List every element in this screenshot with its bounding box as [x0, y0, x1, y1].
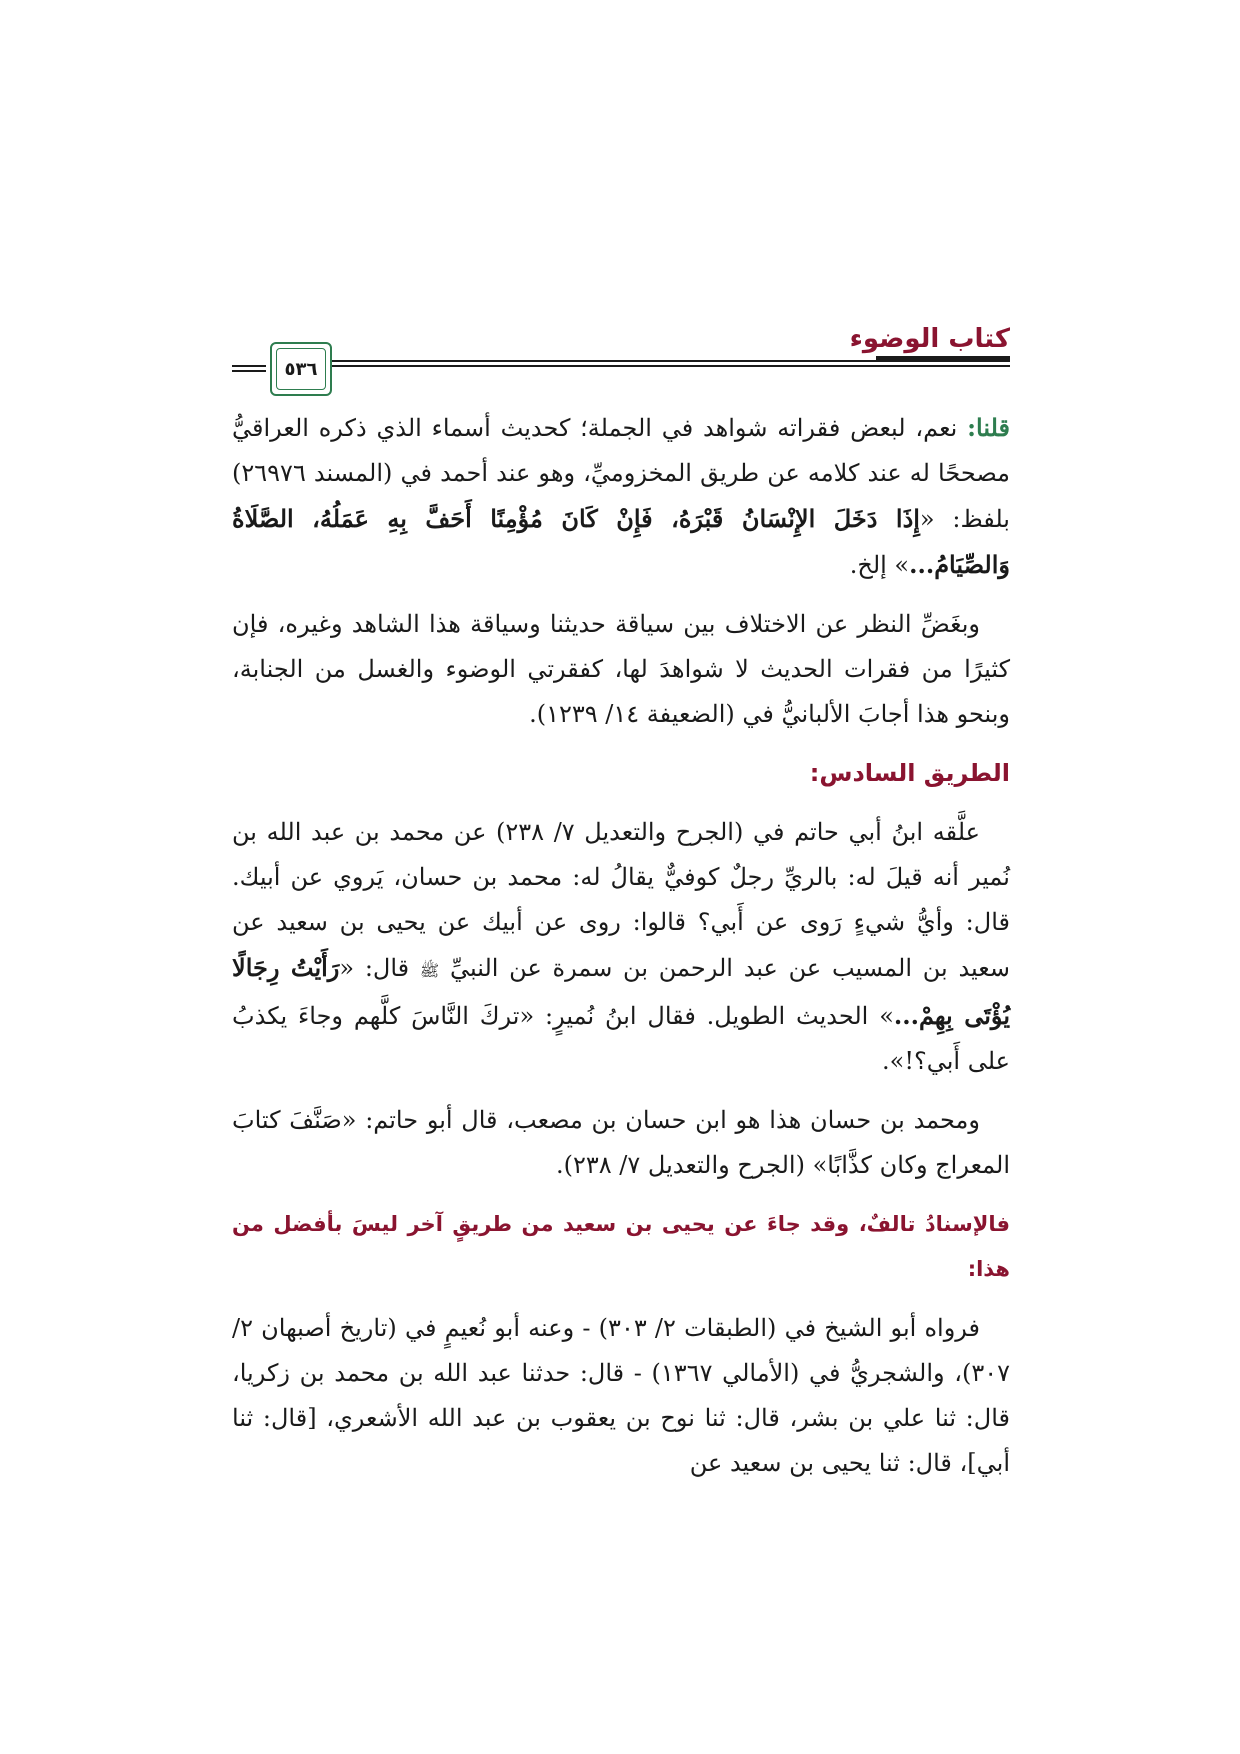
- hadith-quote: إِذَا دَخَلَ الإِنْسَانُ قَبْرَهُ، فَإِنْ كَانَ مُؤْمِنًا أَحَفَّ بِهِ عَمَلُهُ، الصَّلَاةُ وَالصِّيَامُ...: [232, 504, 1010, 579]
- paragraph-2: وبغَضِّ النظر عن الاختلاف بين سياقة حديثنا وسياقة هذا الشاهد وغيره، فإن كثيرًا من فقرات الحديث لا شواهدَ لها، كفقرتي الوضوء والغسل من الجنابة، وبنحو هذا أجابَ الألبانيُّ في (الضعيفة ١٤/ ١٢٣٩).: [232, 610, 1010, 728]
- page-number-badge: [270, 342, 332, 396]
- lead-word: قلنا:: [967, 413, 1010, 442]
- salutation-glyph: ﷺ: [419, 961, 440, 980]
- paragraph-3: علَّقه ابنُ أبي حاتم في (الجرح والتعديل ٧/ ٢٣٨) عن محمد بن عبد الله بن نُمير أنه قيلَ له: بالريِّ رجلٌ كوفيٌّ يقالُ له: محمد بن حسان، يَروي عن أبيك. قال: وأيُّ شيءٍ رَوى عن أَبي؟ قالوا: روى عن أبيك عن يحيى بن سعيد عن سعيد بن المسيب عن عبد الرحمن بن سمرة عن النبيِّ ﷺ قال: «رَأَيْتُ رِجَالًا يُؤْتَى بِهِمْ...» الحديث الطويل. فقال ابنُ نُميرٍ: «تركَ النَّاسَ كلَّهم وجاءَ يكذبُ على أَبي؟!».: [232, 818, 1011, 1075]
- section-heading: فالإسنادُ تالفٌ، وقد جاءَ عن يحيى بن سعيد من طريقٍ آخر ليسَ بأفضل من هذا:: [232, 1212, 1010, 1281]
- book-title: كتاب الوضوء: [849, 324, 1010, 354]
- header-double-rule: [292, 360, 1010, 367]
- page-body: [232, 405, 1010, 1500]
- paragraph-1: قلنا: نعم، لبعض فقراته شواهد في الجملة؛ كحديث أسماء الذي ذكره العراقيُّ مصححًا له عند كلامه عن طريق المخزوميِّ، وهو عند أحمد في (المسند ٢٦٩٧٦) بلفظ: «إِذَا دَخَلَ الإِنْسَانُ قَبْرَهُ، فَإِنْ كَانَ مُؤْمِنًا أَحَفَّ بِهِ عَمَلُهُ، الصَّلَاةُ وَالصِّيَامُ...» إلخ.: [232, 413, 1010, 579]
- header-left-rule: [232, 365, 266, 372]
- section-heading: الطريق السادس:: [809, 759, 1010, 787]
- page-number: ٥٣٦: [276, 348, 326, 390]
- page-header: [232, 318, 1010, 398]
- hadith-quote: رَأَيْتُ رِجَالًا يُؤْتَى بِهِمْ...: [232, 953, 1011, 1030]
- paragraph-4: ومحمد بن حسان هذا هو ابن حسان بن مصعب، قال أبو حاتم: «صَنَّفَ كتابَ المعراج وكان كذَّابًا» (الجرح والتعديل ٧/ ٢٣٨).: [232, 1106, 1010, 1179]
- paragraph-5: فرواه أبو الشيخ في (الطبقات ٢/ ٣٠٣) - وعنه أبو نُعيمٍ في (تاريخ أصبهان ٢/ ٣٠٧)، والشجريُّ في (الأمالي ١٣٦٧) - قال: حدثنا عبد الله بن محمد بن زكريا، قال: ثنا علي بن بشر، قال: ثنا نوح بن يعقوب بن عبد الله الأشعري، [قال: ثنا أبي]، قال: ثنا يحيى بن سعيد عن: [232, 1314, 1010, 1477]
